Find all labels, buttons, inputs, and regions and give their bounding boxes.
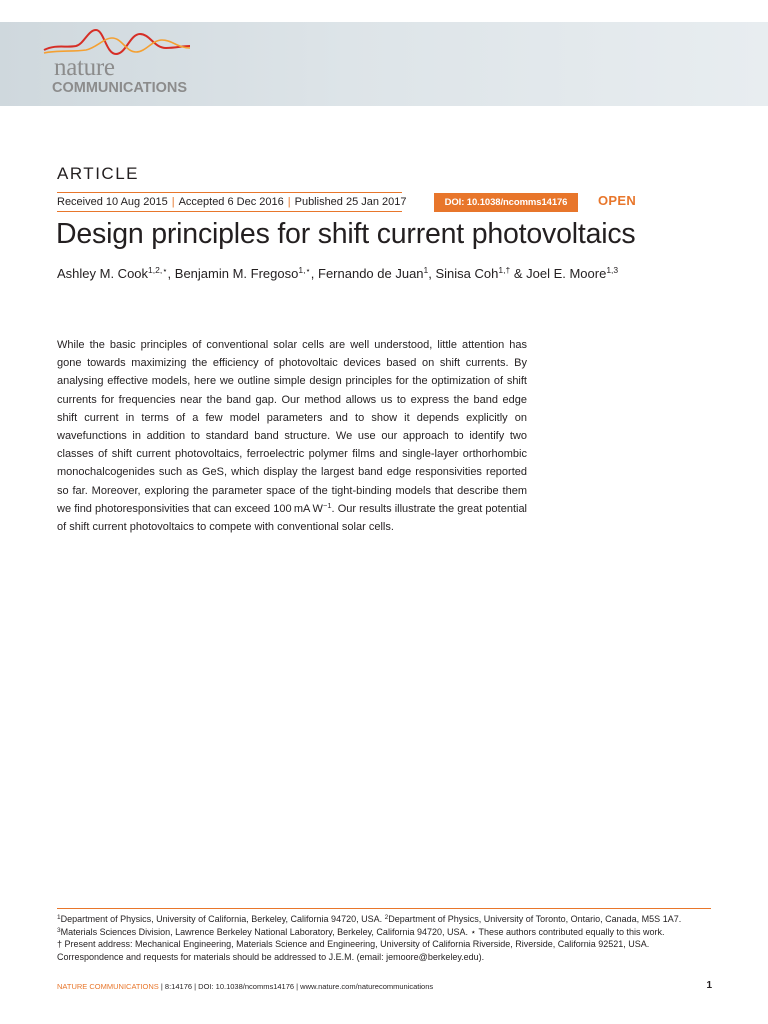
footnote-marker: 1 <box>57 914 61 921</box>
author-separator: , <box>167 266 175 281</box>
author-name: Sinisa Coh <box>435 266 499 281</box>
page-number: 1 <box>706 980 712 991</box>
footnote-affiliations-1-2 <box>57 913 717 926</box>
footnote-marker: 3 <box>57 926 61 934</box>
footer-journal-name: NATURE COMMUNICATIONS <box>57 982 159 991</box>
author-list <box>57 266 737 281</box>
abstract-tail: . Our results illustrate the great potential of shift current photovoltaics to compete with conventional solar cells. <box>57 502 528 534</box>
author-name: Joel E. Moore <box>526 266 607 281</box>
footnote-divider <box>57 908 711 909</box>
date-separator: | <box>287 196 291 208</box>
footnotes <box>57 913 717 963</box>
journal-banner <box>0 22 768 106</box>
article-type-label: ARTICLE <box>57 164 139 183</box>
open-access-label: OPEN <box>598 193 637 208</box>
article-dates <box>57 192 407 212</box>
logo-communications-text: COMMUNICATIONS <box>52 80 188 96</box>
logo-nature-text: nature <box>54 54 115 81</box>
footnote-correspondence: Correspondence and requests for materials should be addressed to J.E.M. (email: jemoore@berkeley.edu). <box>57 951 485 962</box>
page-footer <box>57 982 711 991</box>
footnote-text: Department of Physics, University of Toronto, Ontario, Canada, M5S 1A7. <box>388 914 682 924</box>
author-affiliation: 1,3 <box>606 265 619 275</box>
author-affiliation: 1,⋆ <box>298 265 311 275</box>
footnote-text: Materials Sciences Division, Lawrence Berkeley National Laboratory, Berkeley, California 94720, USA. ⋆ These authors contributed equally to this work. <box>60 926 665 937</box>
author-separator: & <box>510 266 527 281</box>
footnote-text: Department of Physics, University of California, Berkeley, California 94720, USA. <box>60 914 385 924</box>
author-affiliation: 1,† <box>498 265 511 275</box>
doi-badge[interactable]: DOI: 10.1038/ncomms14176 <box>434 193 578 212</box>
abstract-paragraph <box>57 336 527 536</box>
footer-citation: | 8:14176 | DOI: 10.1038/ncomms14176 | www.nature.com/naturecommunications <box>158 982 434 991</box>
published-date: Published 25 Jan 2017 <box>294 196 407 208</box>
author-separator: , <box>310 266 318 281</box>
author-name: Benjamin M. Fregoso <box>174 266 299 281</box>
received-date: Received 10 Aug 2015 <box>57 196 168 208</box>
accepted-date: Accepted 6 Dec 2016 <box>178 196 284 208</box>
date-separator: | <box>171 196 175 208</box>
author-affiliation: 1,2,⋆ <box>148 265 168 275</box>
abstract-body: While the basic principles of conventional solar cells are well understood, little attention has gone towards maximizing the efficiency of photovoltaic devices based on shift currents. By analysing effective models, here we outline simple design principles for the optimization of shift currents for frequencies near the band gap. Our method allows us to express the band edge shift current in terms of a few model parameters and to show it depends explicitly on wavefunctions in addition to standard band structure. We use our approach to identify two classes of shift current photovoltaics, ferroelectric polymer films and single-layer orthorhombic monochalcogenides such as GeS, which display the largest band edge responsivities reported so far. Moreover, exploring the parameter space of the tight-binding models that describe them we find photoresponsivities that can exceed 100 mA W <box>57 339 527 515</box>
author-affiliation: 1 <box>423 265 429 275</box>
footnote-present-address: † Present address: Mechanical Engineering, Materials Science and Engineering, University of California Riverside, Riverside, California 92521, USA. <box>57 939 650 950</box>
author-name: Ashley M. Cook <box>57 266 149 281</box>
footnote-marker: 2 <box>384 914 389 921</box>
author-separator: , <box>428 266 436 281</box>
abstract-exponent: −1 <box>322 500 332 510</box>
article-title: Design principles for shift current photovoltaics <box>56 218 636 250</box>
footnote-affiliation-3 <box>57 926 717 939</box>
author-name: Fernando de Juan <box>318 266 424 281</box>
